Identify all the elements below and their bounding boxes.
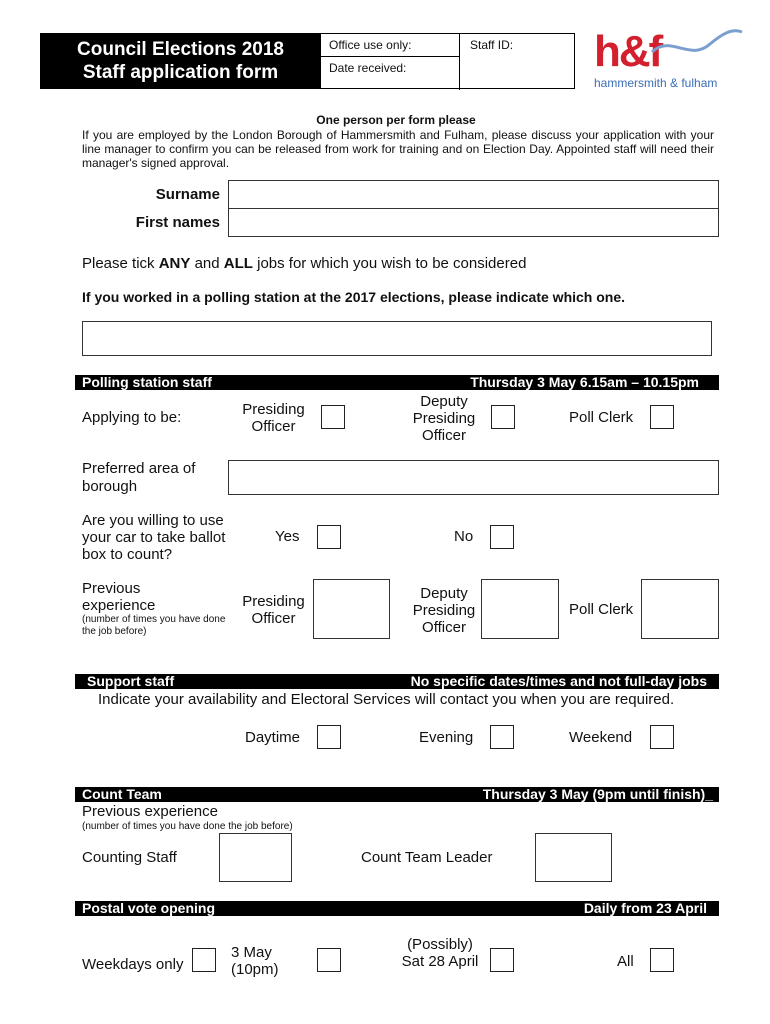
hf-logo xyxy=(592,22,742,92)
support-staff-bar xyxy=(75,674,719,689)
weekend-checkbox[interactable] xyxy=(650,725,674,749)
postal-bar-title: Postal vote opening xyxy=(82,900,216,916)
office-divider-v xyxy=(459,34,460,90)
applying-to-be-label: Applying to be: xyxy=(82,409,182,426)
evening-checkbox[interactable] xyxy=(490,725,514,749)
car-yes-label: Yes xyxy=(275,528,300,545)
previous-experience-label: Previous experience xyxy=(82,580,156,614)
logo-subtitle: hammersmith & fulham xyxy=(594,76,718,90)
form-title-line2: Staff application form xyxy=(82,62,279,83)
car-no-label: No xyxy=(454,528,474,545)
poll-clerk-label: Poll Clerk xyxy=(569,409,634,426)
first-names-field[interactable] xyxy=(228,208,719,237)
count-bar-title: Count Team xyxy=(82,786,162,802)
form-title xyxy=(40,33,321,89)
support-bar-note: No specific dates/times and not full-day jobs xyxy=(410,673,707,689)
preferred-area-field[interactable] xyxy=(228,460,719,495)
count-team-leader-field[interactable] xyxy=(535,833,612,882)
sat28-checkbox[interactable] xyxy=(490,948,514,972)
first-names-label: First names xyxy=(135,214,220,231)
intro-text: If you are employed by the London Borough of Hammersmith and Fulham, please discuss your application with your line manager to confirm you can be released from work for training and on Election Day. Appointed staff will need their manager's signed approval. xyxy=(82,128,714,170)
polling-station-bar xyxy=(75,375,719,390)
deputy-presiding-label: Deputy Presiding Officer xyxy=(412,393,476,444)
postal-vote-bar xyxy=(75,901,719,916)
exp-deputy-field[interactable] xyxy=(481,579,559,639)
staff-id-label: Staff ID: xyxy=(470,38,514,52)
count-team-leader-label: Count Team Leader xyxy=(361,849,493,866)
exp-poll-clerk-field[interactable] xyxy=(641,579,719,639)
office-use-box xyxy=(320,33,575,89)
car-yes-checkbox[interactable] xyxy=(317,525,341,549)
office-use-label: Office use only: xyxy=(329,38,412,52)
deputy-presiding-checkbox[interactable] xyxy=(491,405,515,429)
poll-clerk-checkbox[interactable] xyxy=(650,405,674,429)
polling-bar-date: Thursday 3 May 6.15am – 10.15pm xyxy=(470,374,699,390)
intro-heading: One person per form please xyxy=(316,113,476,127)
car-no-checkbox[interactable] xyxy=(490,525,514,549)
presiding-officer-label: Presiding Officer xyxy=(242,401,305,435)
worked-2017-question: If you worked in a polling station at the 2017 elections, please indicate which one. xyxy=(82,289,626,305)
times-note: (number of times you have done the job before) xyxy=(82,614,226,637)
daytime-label: Daytime xyxy=(245,729,301,746)
weekdays-only-label: Weekdays only xyxy=(82,956,184,973)
please-tick-text: Please tick xyxy=(82,255,155,272)
any-text: ANY xyxy=(158,255,191,272)
surname-field[interactable] xyxy=(228,180,719,209)
count-bar-date: Thursday 3 May (9pm until finish)_ xyxy=(482,786,713,802)
logo-mark: h&f xyxy=(594,27,662,76)
jobs-rest-text: jobs for which you wish to be considered xyxy=(257,255,527,272)
form-title-line1: Council Elections 2018 xyxy=(77,39,284,60)
count-times-note: (number of times you have done the job before) xyxy=(82,821,293,832)
may3-label: 3 May (10pm) xyxy=(231,944,279,978)
postal-bar-date: Daily from 23 April xyxy=(583,900,707,916)
all-checkbox[interactable] xyxy=(650,948,674,972)
office-divider-h xyxy=(321,56,459,57)
counting-staff-field[interactable] xyxy=(219,833,292,882)
logo-wave-icon xyxy=(650,22,744,62)
exp-deputy-label: Deputy Presiding Officer xyxy=(412,585,476,636)
count-team-bar xyxy=(75,787,719,802)
surname-label: Surname xyxy=(155,186,220,203)
exp-presiding-label: Presiding Officer xyxy=(242,593,305,627)
exp-poll-clerk-label: Poll Clerk xyxy=(569,601,634,618)
sat28-label: (Possibly) Sat 28 April xyxy=(401,936,479,970)
all-text: ALL xyxy=(223,255,253,272)
may3-checkbox[interactable] xyxy=(317,948,341,972)
evening-label: Evening xyxy=(419,729,474,746)
polling-station-2017-field[interactable] xyxy=(82,321,712,356)
support-indicate-text: Indicate your availability and Electoral Services will contact you when you are required. xyxy=(98,691,675,708)
jobs-instruction xyxy=(82,255,526,272)
counting-staff-label: Counting Staff xyxy=(82,849,177,866)
weekdays-only-checkbox[interactable] xyxy=(192,948,216,972)
car-question-label: Are you willing to use your car to take ballot box to count? xyxy=(82,512,226,563)
support-bar-title: Support staff xyxy=(87,673,175,689)
exp-presiding-field[interactable] xyxy=(313,579,390,639)
and-text: and xyxy=(194,255,220,272)
polling-bar-title: Polling station staff xyxy=(82,374,212,390)
daytime-checkbox[interactable] xyxy=(317,725,341,749)
all-label: All xyxy=(617,953,634,970)
preferred-area-label: Preferred area of borough xyxy=(82,460,196,495)
presiding-officer-checkbox[interactable] xyxy=(321,405,345,429)
date-received-label: Date received: xyxy=(329,61,407,75)
weekend-label: Weekend xyxy=(569,729,633,746)
count-previous-experience: Previous experience xyxy=(82,803,218,820)
